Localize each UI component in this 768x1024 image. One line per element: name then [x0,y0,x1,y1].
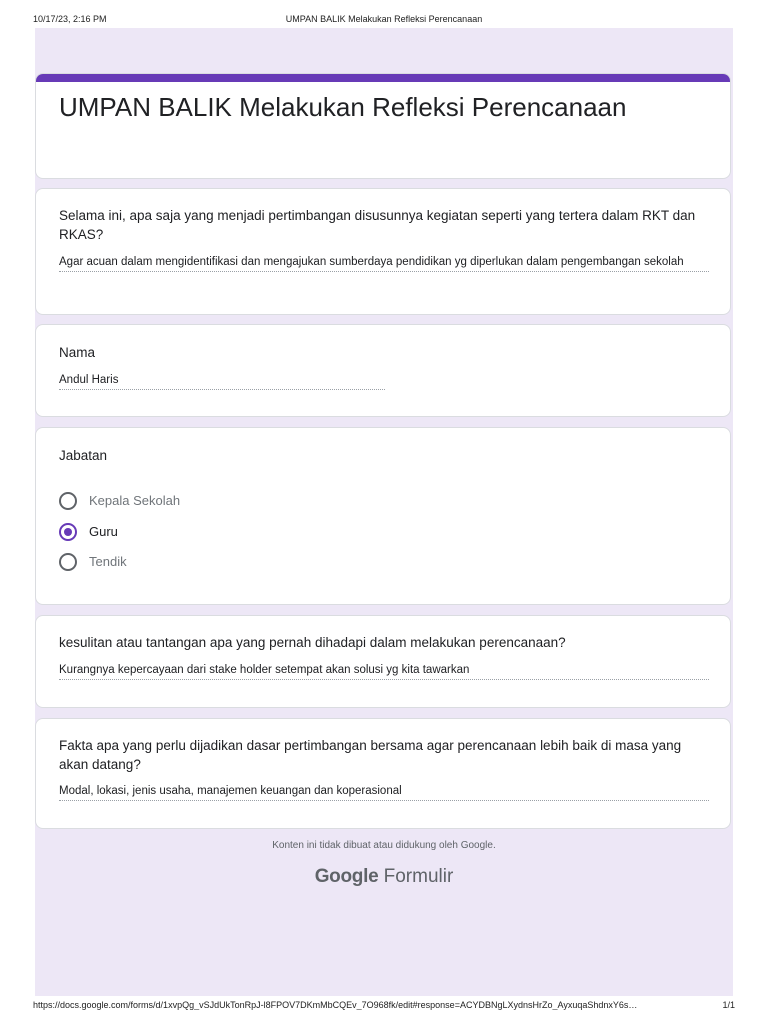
radio-unchecked-icon[interactable] [59,553,77,571]
radio-option-label: Kepala Sekolah [89,493,181,508]
answer-text: Kurangnya kepercayaan dari stake holder setempat akan solusi yg kita tawarkan [59,663,709,680]
print-url: https://docs.google.com/forms/d/1xvpQg_vSJdUkTonRpJ-l8FPOV7DKmMbCQEv_7O968fk/edit#response=ACYDBNgLXydnsHrZo_AyxuqaShdnxY6s… [33,1000,638,1010]
print-footer [0,1000,768,1014]
form-title: UMPAN BALIK Melakukan Refleksi Perencanaan [59,92,627,122]
radio-checked-icon[interactable] [59,523,77,541]
print-header [0,0,768,28]
question-card-jabatan [35,427,731,605]
question-title: kesulitan atau tantangan apa yang pernah dihadapi dalam melakukan perencanaan? [59,635,566,650]
question-card-kesulitan [35,615,731,708]
question-card-nama [35,324,731,417]
google-disclaimer: Konten ini tidak dibuat atau didukung oleh Google. [272,840,496,851]
print-doc-title: UMPAN BALIK Melakukan Refleksi Perencanaan [285,14,483,24]
print-date: 10/17/23, 2:16 PM [33,14,107,24]
form-canvas [35,28,733,996]
answer-text: Modal, lokasi, jenis usaha, manajemen keuangan dan koperasional [59,784,709,801]
radio-option-label: Guru [89,524,118,539]
answer-text: Agar acuan dalam mengidentifikasi dan mengajukan sumberdaya pendidikan yg diperlukan dalam pengembangan sekolah [59,255,709,272]
question-card-fakta [35,718,731,829]
print-page-number: 1/1 [722,1000,735,1010]
brand-product-word: Formulir [383,866,454,887]
question-title: Jabatan [59,448,108,463]
brand-google-word: Google [314,866,379,887]
question-title: Selama ini, apa saja yang menjadi pertimbangan disusunnya kegiatan seperti yang tertera dalam RKT dan RKAS? [59,208,696,242]
answer-text: Andul Haris [59,373,385,390]
question-title: Nama [59,345,96,360]
form-title-card [35,73,731,179]
google-forms-logo[interactable] [35,866,733,888]
radio-unchecked-icon[interactable] [59,492,77,510]
radio-option-label: Tendik [89,554,127,569]
question-card-pertimbangan [35,188,731,315]
theme-accent-bar [36,74,730,82]
question-title: Fakta apa yang perlu dijadikan dasar pertimbangan bersama agar perencanaan lebih baik di masa yang akan datang? [59,738,682,772]
